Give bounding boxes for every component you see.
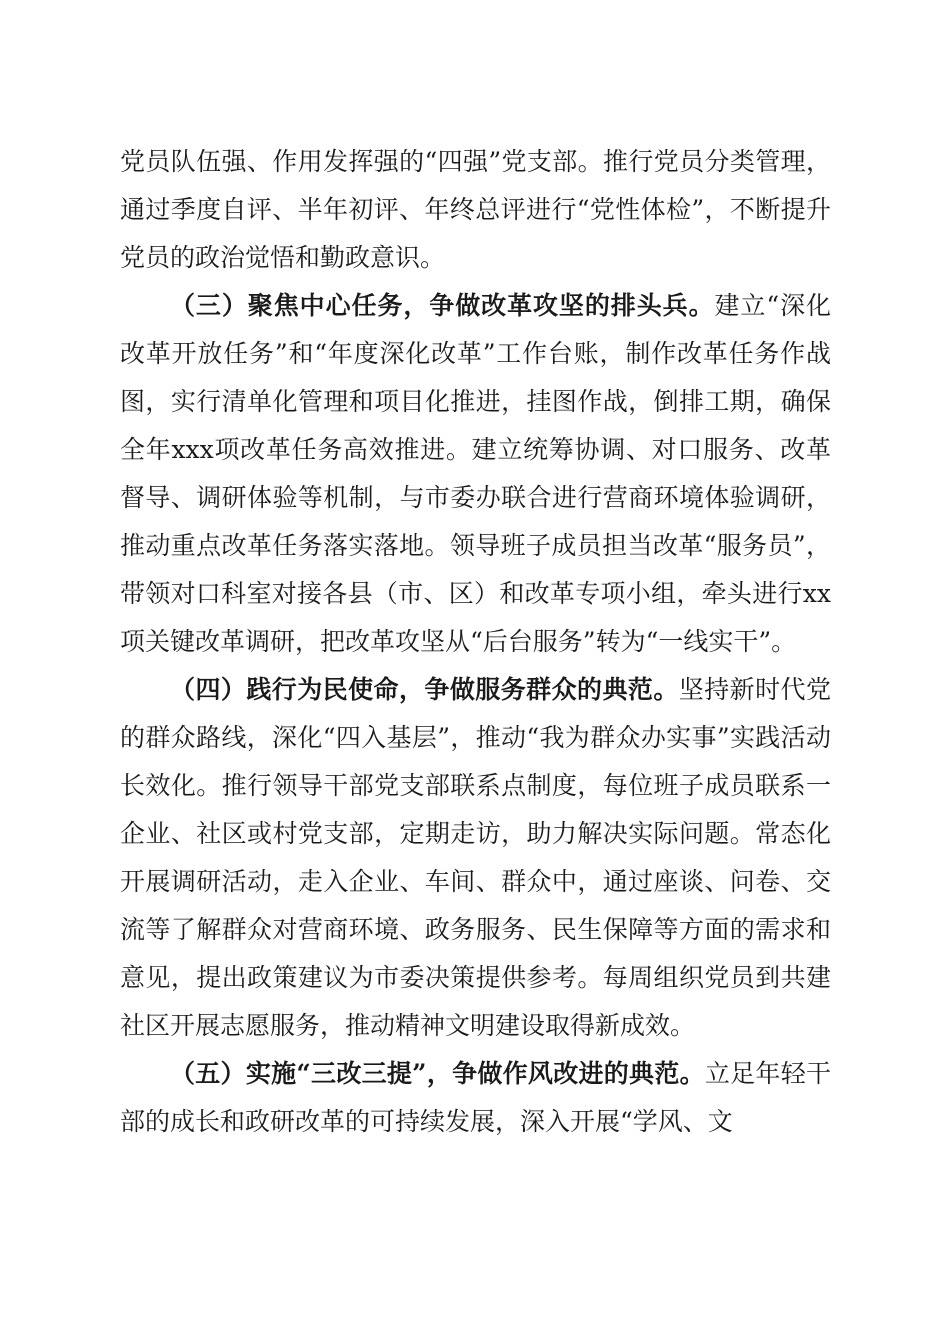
paragraph-section-4 [120,666,831,1050]
paragraph-text: 建立“深化改革开放任务”和“年度深化改革”工作台账，制作改革任务作战图，实行清单化管理和项目化推进，挂图作战，倒排工期，确保全年xxx项改革任务高效推进。建立统筹协调、对口服务、改革督导、调研体验等机制，与市委办联合进行营商环境体验调研，推动重点改革任务落实落地。领导班子成员担当改革“服务员”，带领对口科室对接各县（市、区）和改革专项小组，牵头进行xx项关键改革调研，把改革攻坚从“后台服务”转为“一线实干”。 [120,291,831,656]
document-body [120,138,831,1146]
paragraph-section-3 [120,282,831,666]
section-heading: （四）践行为民使命，争做服务群众的典范。 [170,675,679,704]
paragraph-section-5 [120,1050,831,1146]
paragraph-text: 坚持新时代党的群众路线，深化“四入基层”，推动“我为群众办实事”实践活动长效化。推行领导干部党支部联系点制度，每位班子成员联系一企业、社区或村党支部，定期走访，助力解决实际问题。常态化开展调研活动，走入企业、车间、群众中，通过座谈、问卷、交流等了解群众对营商环境、政务服务、民生保障等方面的需求和意见，提出政策建议为市委决策提供参考。每周组织党员到共建社区开展志愿服务，推动精神文明建设取得新成效。 [120,675,831,1040]
section-heading: （三）聚焦中心任务，争做改革攻坚的排头兵。 [170,291,715,320]
paragraph-text: 立足年轻干部的成长和政研改革的可持续发展，深入开展“学风、文 [120,1059,831,1136]
paragraph-continuation [120,138,831,282]
paragraph-text: 党员队伍强、作用发挥强的“四强”党支部。推行党员分类管理，通过季度自评、半年初评、年终总评进行“党性体检”，不断提升党员的政治觉悟和勤政意识。 [120,147,831,272]
section-heading: （五）实施“三改三提”，争做作风改进的典范。 [170,1059,705,1088]
